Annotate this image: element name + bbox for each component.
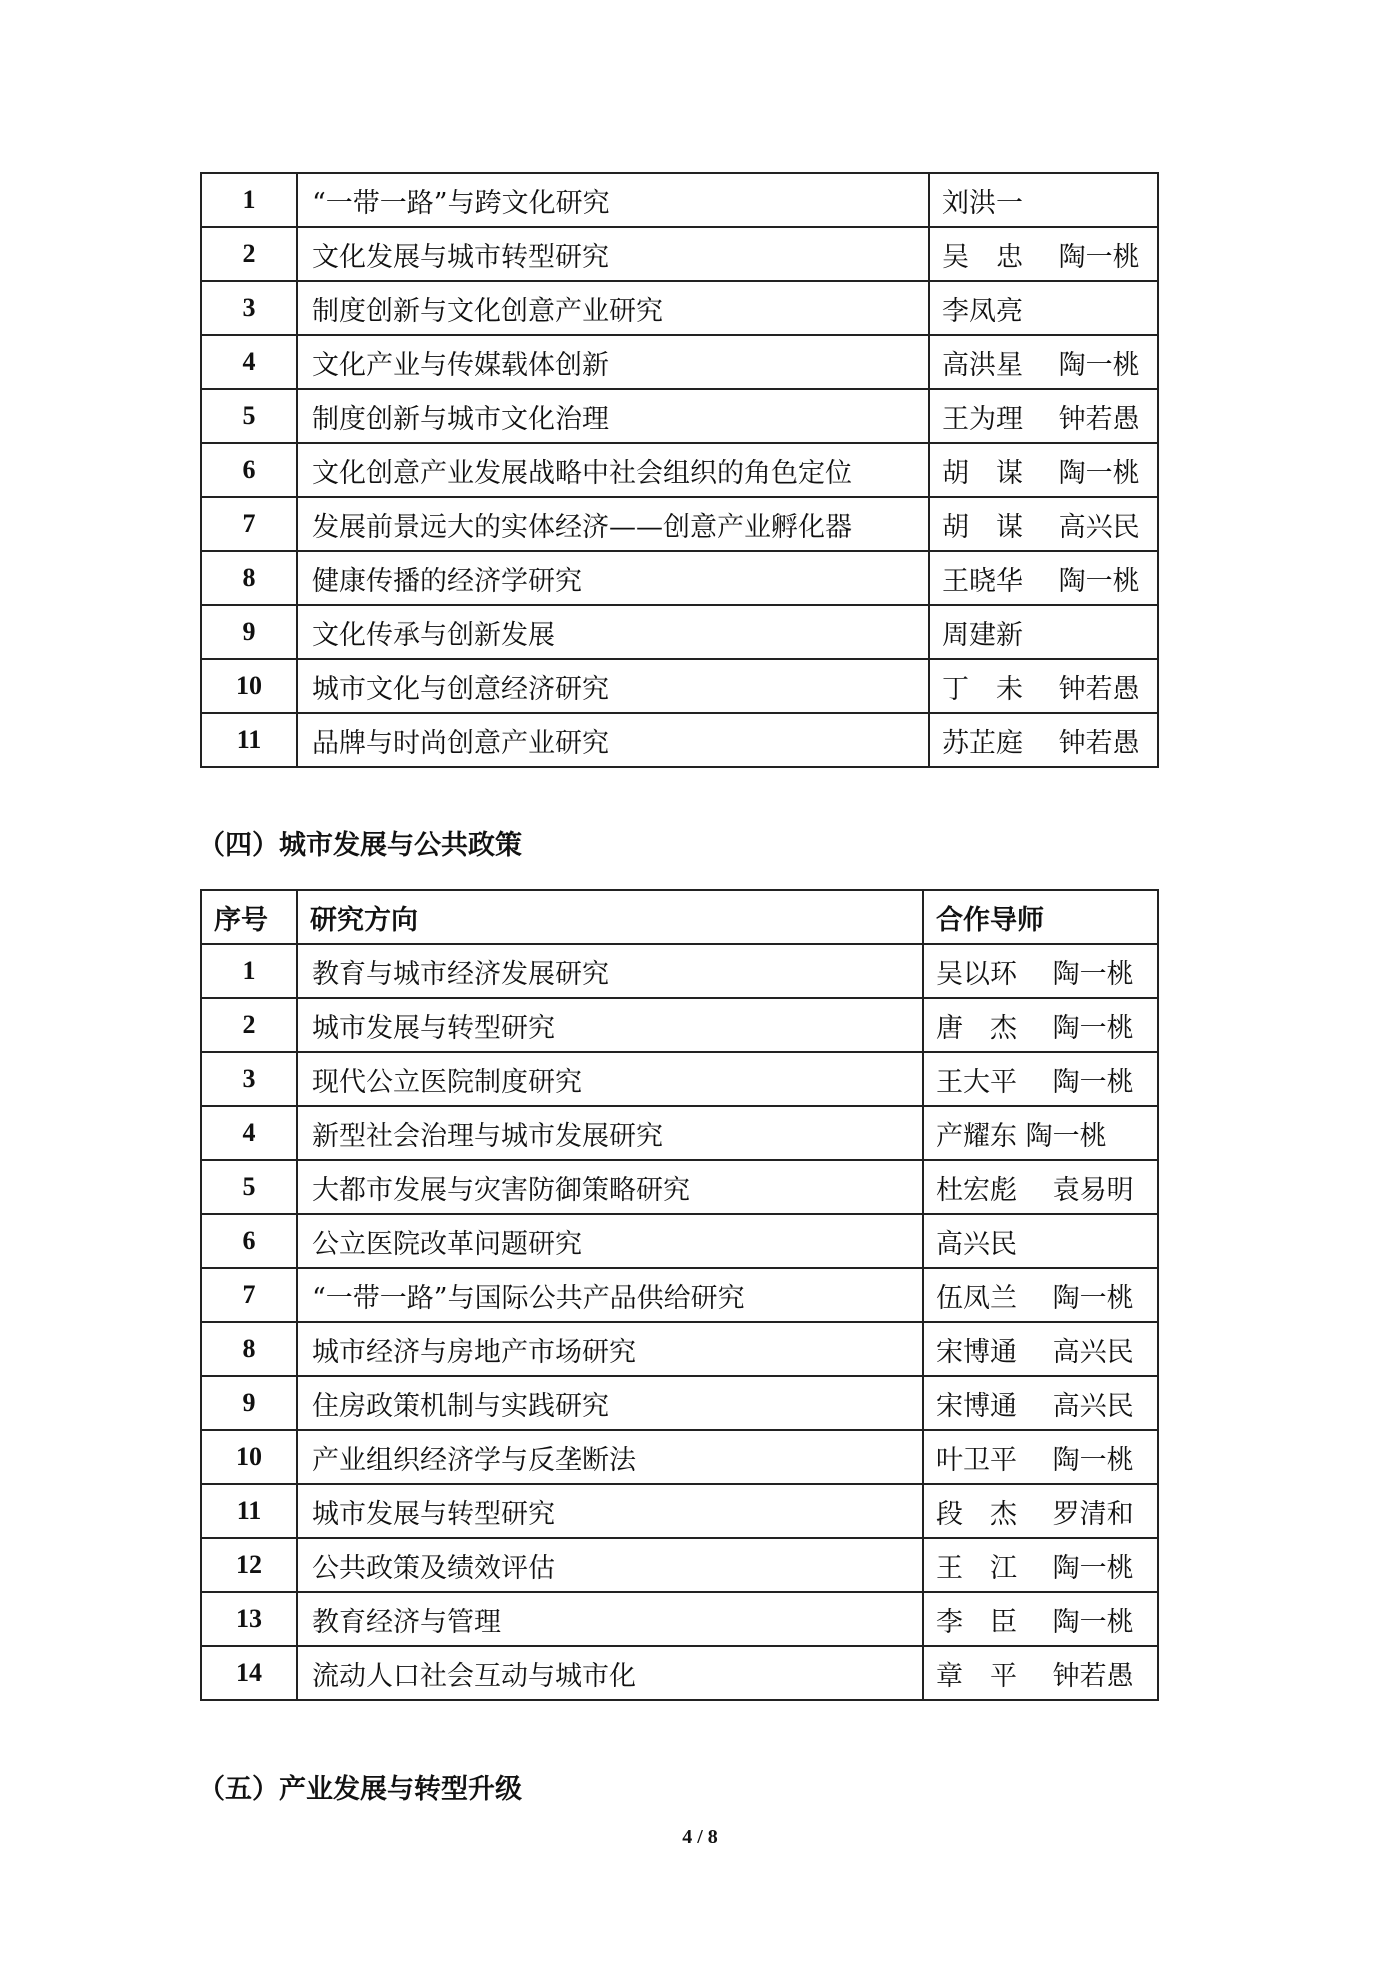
row-number: 12 [201, 1538, 297, 1592]
cooperating-advisors: 产耀东 陶一桃 [923, 1106, 1158, 1160]
cooperating-advisors: 王大平 陶一桃 [923, 1052, 1158, 1106]
table-row [201, 497, 1158, 551]
research-direction: 教育经济与管理 [297, 1592, 923, 1646]
cooperating-advisors: 王为理 钟若愚 [929, 389, 1158, 443]
research-direction: 文化发展与城市转型研究 [297, 227, 929, 281]
cooperating-advisors: 苏芷庭 钟若愚 [929, 713, 1158, 767]
header-no: 序号 [201, 890, 297, 944]
table-row [201, 1160, 1158, 1214]
table-row [201, 1322, 1158, 1376]
table-row [201, 1052, 1158, 1106]
cooperating-advisors: 章 平 钟若愚 [923, 1646, 1158, 1700]
table-row [201, 1646, 1158, 1700]
table-row [201, 944, 1158, 998]
table-row [201, 1538, 1158, 1592]
row-number: 11 [201, 1484, 297, 1538]
row-number: 5 [201, 389, 297, 443]
header-direction: 研究方向 [297, 890, 923, 944]
cooperating-advisors: 周建新 [929, 605, 1158, 659]
cooperating-advisors: 胡 谋 高兴民 [929, 497, 1158, 551]
table-row [201, 1430, 1158, 1484]
cooperating-advisors: 伍凤兰 陶一桃 [923, 1268, 1158, 1322]
cooperating-advisors: 宋博通 高兴民 [923, 1322, 1158, 1376]
row-number: 2 [201, 998, 297, 1052]
research-direction: 文化传承与创新发展 [297, 605, 929, 659]
cooperating-advisors: 杜宏彪 袁易明 [923, 1160, 1158, 1214]
research-directions-table-4 [200, 889, 1159, 1701]
cooperating-advisors: 丁 未 钟若愚 [929, 659, 1158, 713]
cooperating-advisors: 段 杰 罗清和 [923, 1484, 1158, 1538]
table-row [201, 173, 1158, 227]
row-number: 13 [201, 1592, 297, 1646]
row-number: 8 [201, 1322, 297, 1376]
row-number: 8 [201, 551, 297, 605]
table-row [201, 1484, 1158, 1538]
cooperating-advisors: 高洪星 陶一桃 [929, 335, 1158, 389]
table-row [201, 605, 1158, 659]
research-direction: 制度创新与城市文化治理 [297, 389, 929, 443]
row-number: 10 [201, 1430, 297, 1484]
research-direction: 城市发展与转型研究 [297, 1484, 923, 1538]
research-direction: “一带一路”与国际公共产品供给研究 [297, 1268, 923, 1322]
row-number: 9 [201, 1376, 297, 1430]
table-row [201, 1214, 1158, 1268]
cooperating-advisors: 吴 忠 陶一桃 [929, 227, 1158, 281]
research-direction: 城市发展与转型研究 [297, 998, 923, 1052]
cooperating-advisors: 高兴民 [923, 1214, 1158, 1268]
page-number: 4 / 8 [682, 1826, 718, 1848]
table-row [201, 1592, 1158, 1646]
table-row [201, 1268, 1158, 1322]
research-direction: 文化产业与传媒载体创新 [297, 335, 929, 389]
research-direction: 品牌与时尚创意产业研究 [297, 713, 929, 767]
table-row [201, 713, 1158, 767]
table-row [201, 335, 1158, 389]
cooperating-advisors: 吴以环 陶一桃 [923, 944, 1158, 998]
row-number: 7 [201, 1268, 297, 1322]
header-advisors: 合作导师 [923, 890, 1158, 944]
cooperating-advisors: 李 臣 陶一桃 [923, 1592, 1158, 1646]
table-header-row [201, 890, 1158, 944]
research-directions-table-3 [200, 172, 1159, 768]
cooperating-advisors: 唐 杰 陶一桃 [923, 998, 1158, 1052]
research-direction: 城市文化与创意经济研究 [297, 659, 929, 713]
row-number: 1 [201, 944, 297, 998]
table-row [201, 227, 1158, 281]
row-number: 4 [201, 1106, 297, 1160]
table-row [201, 389, 1158, 443]
cooperating-advisors: 刘洪一 [929, 173, 1158, 227]
cooperating-advisors: 李凤亮 [929, 281, 1158, 335]
research-direction: 城市经济与房地产市场研究 [297, 1322, 923, 1376]
table-row [201, 1376, 1158, 1430]
table-row [201, 551, 1158, 605]
row-number: 3 [201, 281, 297, 335]
research-direction: 流动人口社会互动与城市化 [297, 1646, 923, 1700]
table-row [201, 659, 1158, 713]
row-number: 14 [201, 1646, 297, 1700]
research-direction: 发展前景远大的实体经济——创意产业孵化器 [297, 497, 929, 551]
research-direction: 健康传播的经济学研究 [297, 551, 929, 605]
cooperating-advisors: 王晓华 陶一桃 [929, 551, 1158, 605]
research-direction: 制度创新与文化创意产业研究 [297, 281, 929, 335]
row-number: 9 [201, 605, 297, 659]
research-direction: 产业组织经济学与反垄断法 [297, 1430, 923, 1484]
research-direction: 公立医院改革问题研究 [297, 1214, 923, 1268]
row-number: 5 [201, 1160, 297, 1214]
row-number: 1 [201, 173, 297, 227]
row-number: 6 [201, 1214, 297, 1268]
row-number: 10 [201, 659, 297, 713]
table-row [201, 443, 1158, 497]
research-direction: 教育与城市经济发展研究 [297, 944, 923, 998]
research-direction: 大都市发展与灾害防御策略研究 [297, 1160, 923, 1214]
research-direction: “一带一路”与跨文化研究 [297, 173, 929, 227]
research-direction: 新型社会治理与城市发展研究 [297, 1106, 923, 1160]
section-4-title: （四）城市发展与公共政策 [198, 830, 522, 861]
cooperating-advisors: 王 江 陶一桃 [923, 1538, 1158, 1592]
table-row [201, 281, 1158, 335]
research-direction: 公共政策及绩效评估 [297, 1538, 923, 1592]
row-number: 3 [201, 1052, 297, 1106]
section-5-title: （五）产业发展与转型升级 [198, 1774, 522, 1805]
row-number: 2 [201, 227, 297, 281]
research-direction: 现代公立医院制度研究 [297, 1052, 923, 1106]
cooperating-advisors: 胡 谋 陶一桃 [929, 443, 1158, 497]
research-direction: 住房政策机制与实践研究 [297, 1376, 923, 1430]
cooperating-advisors: 宋博通 高兴民 [923, 1376, 1158, 1430]
table-row [201, 1106, 1158, 1160]
row-number: 6 [201, 443, 297, 497]
row-number: 7 [201, 497, 297, 551]
row-number: 11 [201, 713, 297, 767]
cooperating-advisors: 叶卫平 陶一桃 [923, 1430, 1158, 1484]
row-number: 4 [201, 335, 297, 389]
table-row [201, 998, 1158, 1052]
research-direction: 文化创意产业发展战略中社会组织的角色定位 [297, 443, 929, 497]
